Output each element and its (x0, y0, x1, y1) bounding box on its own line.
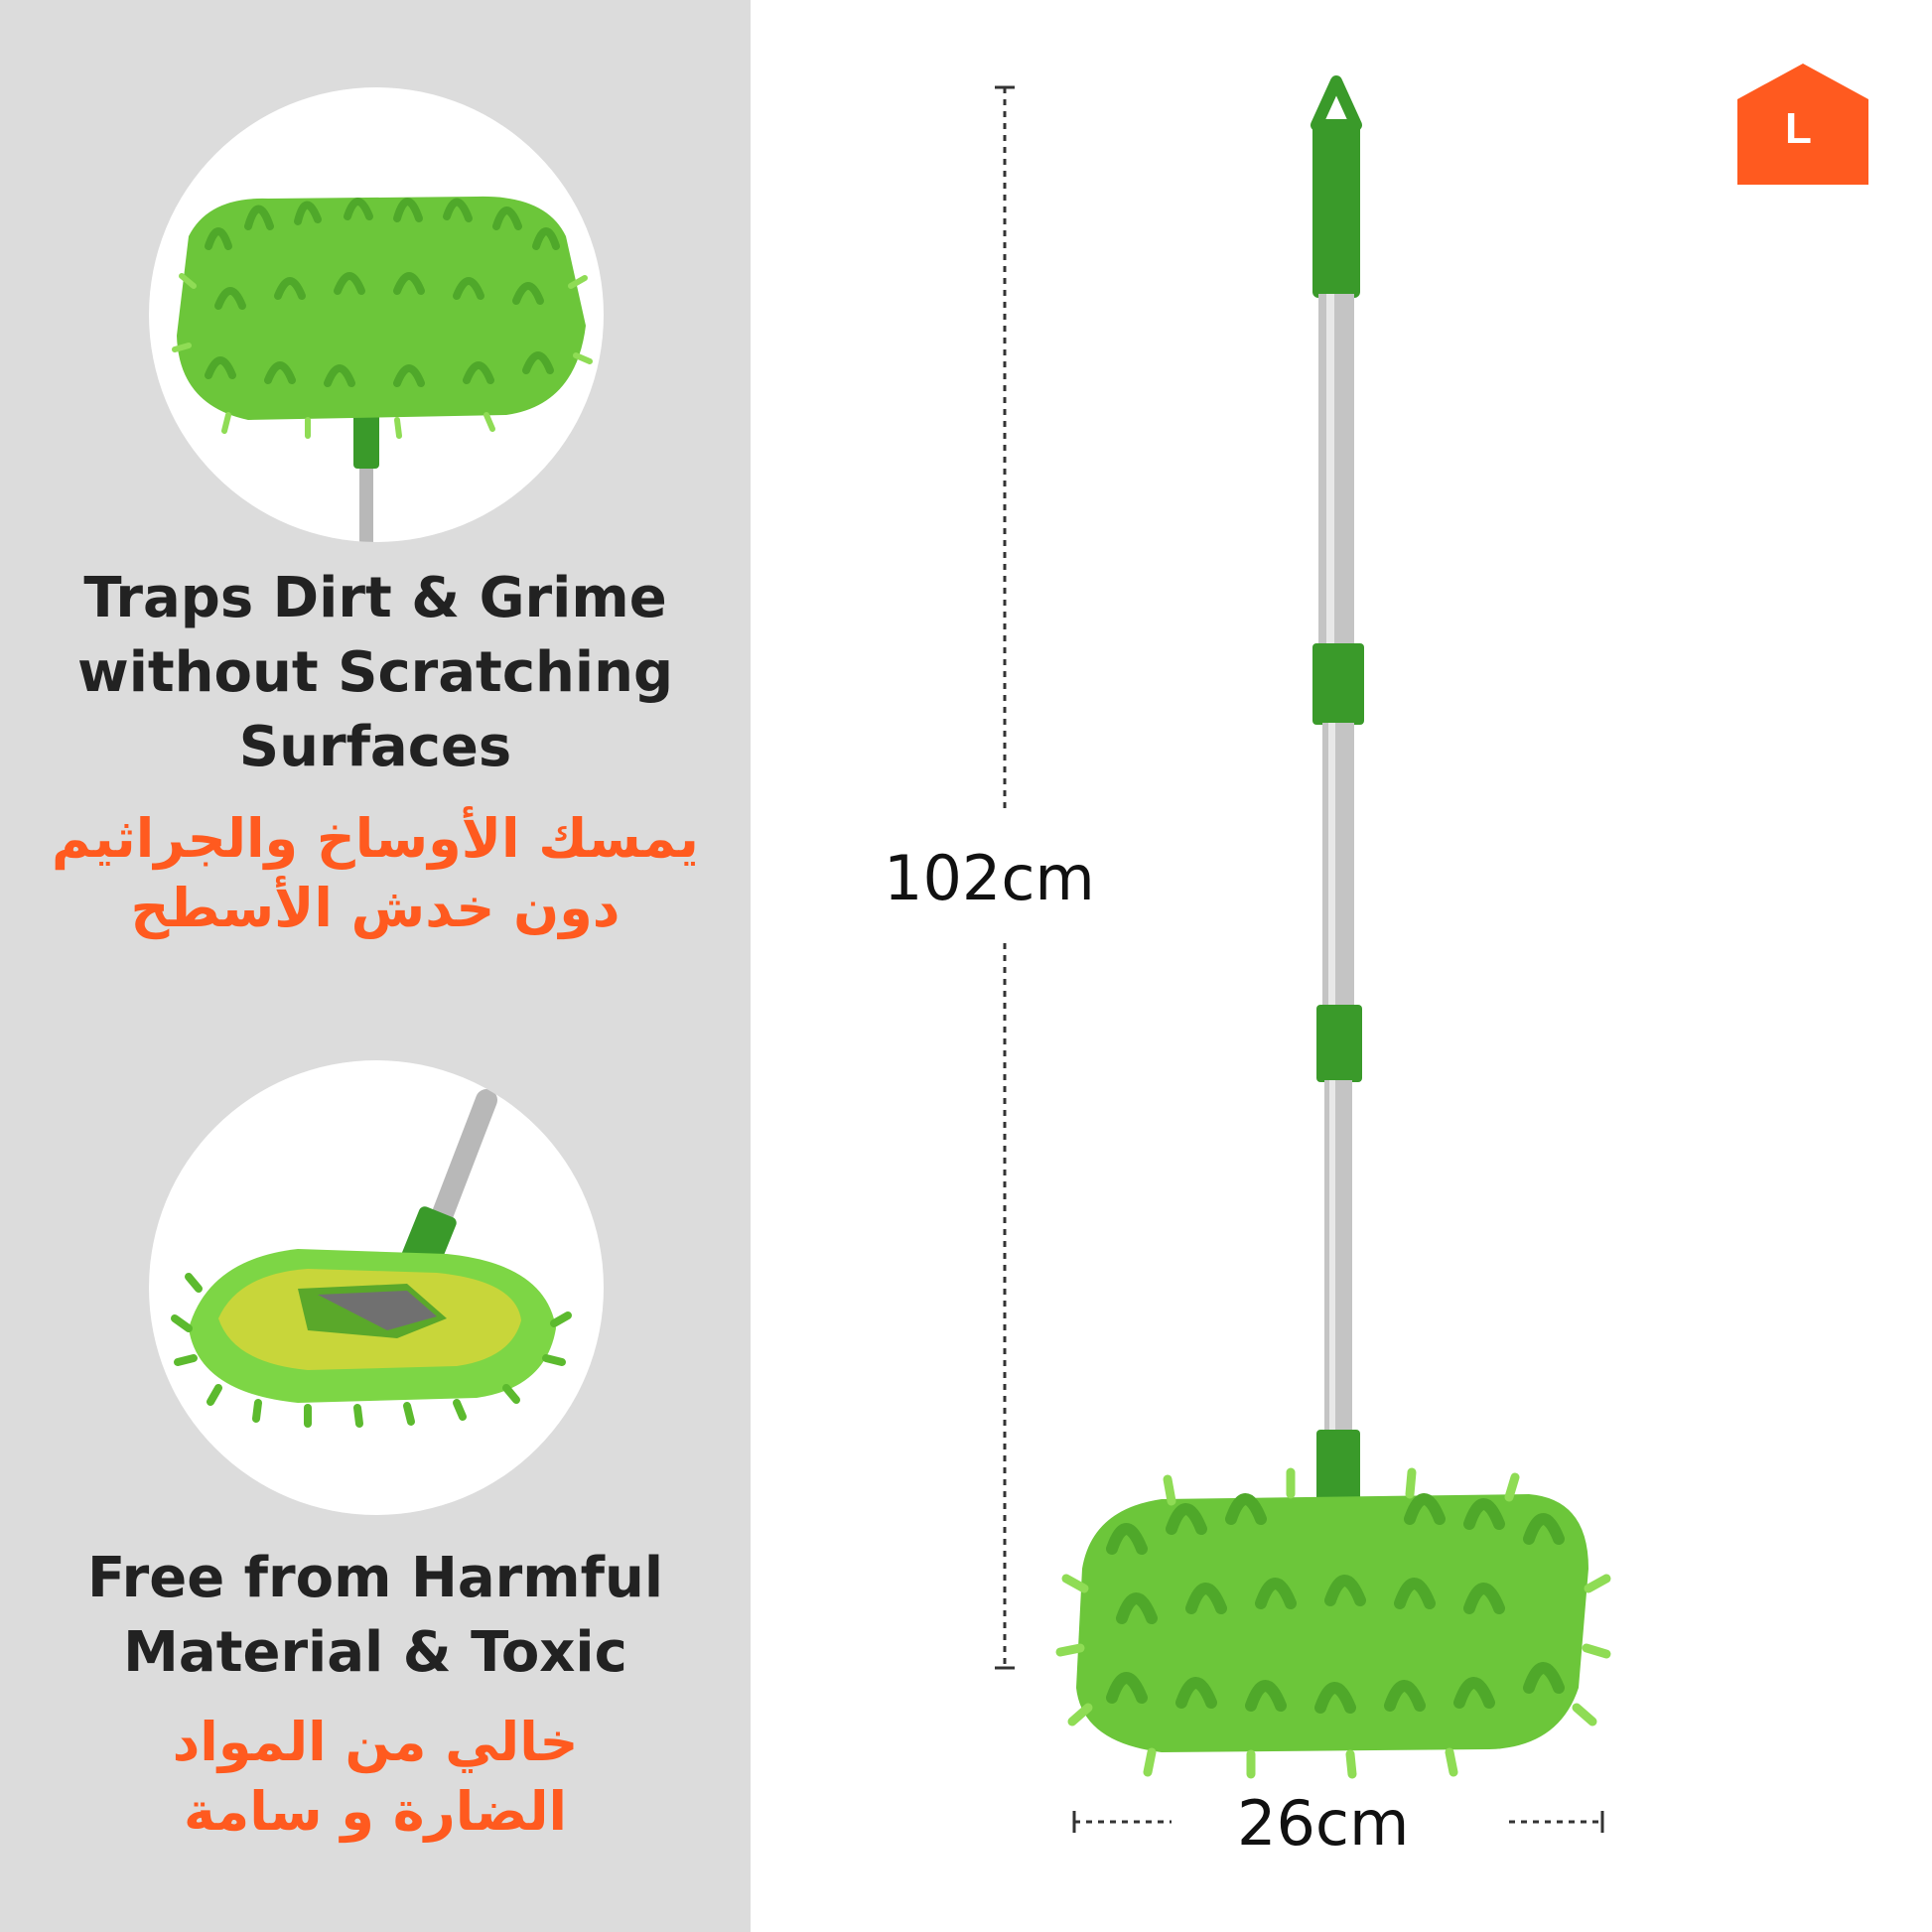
feature-title-line: Surfaces (238, 715, 512, 779)
feature-title-line: without Scratching (76, 640, 674, 705)
brand-logo (1737, 64, 1868, 185)
feature-arabic-line: الضارة و سامة (184, 1780, 567, 1843)
width-dimension-label: 26cm (1237, 1787, 1410, 1860)
feature-title-line: Free from Harmful (86, 1546, 664, 1610)
feature-arabic-line: خالي من المواد (172, 1711, 579, 1773)
feature-title-line: Material & Toxic (123, 1620, 627, 1685)
feature-arabic-line: دون خدش الأسطح (130, 877, 621, 939)
feature-arabic-line: يمسك الأوساخ والجراثيم (52, 807, 699, 870)
feature-title-line: Traps Dirt & Grime (83, 566, 667, 630)
height-dimension-label: 102cm (884, 842, 1095, 914)
logo-letter: L (1785, 104, 1812, 153)
